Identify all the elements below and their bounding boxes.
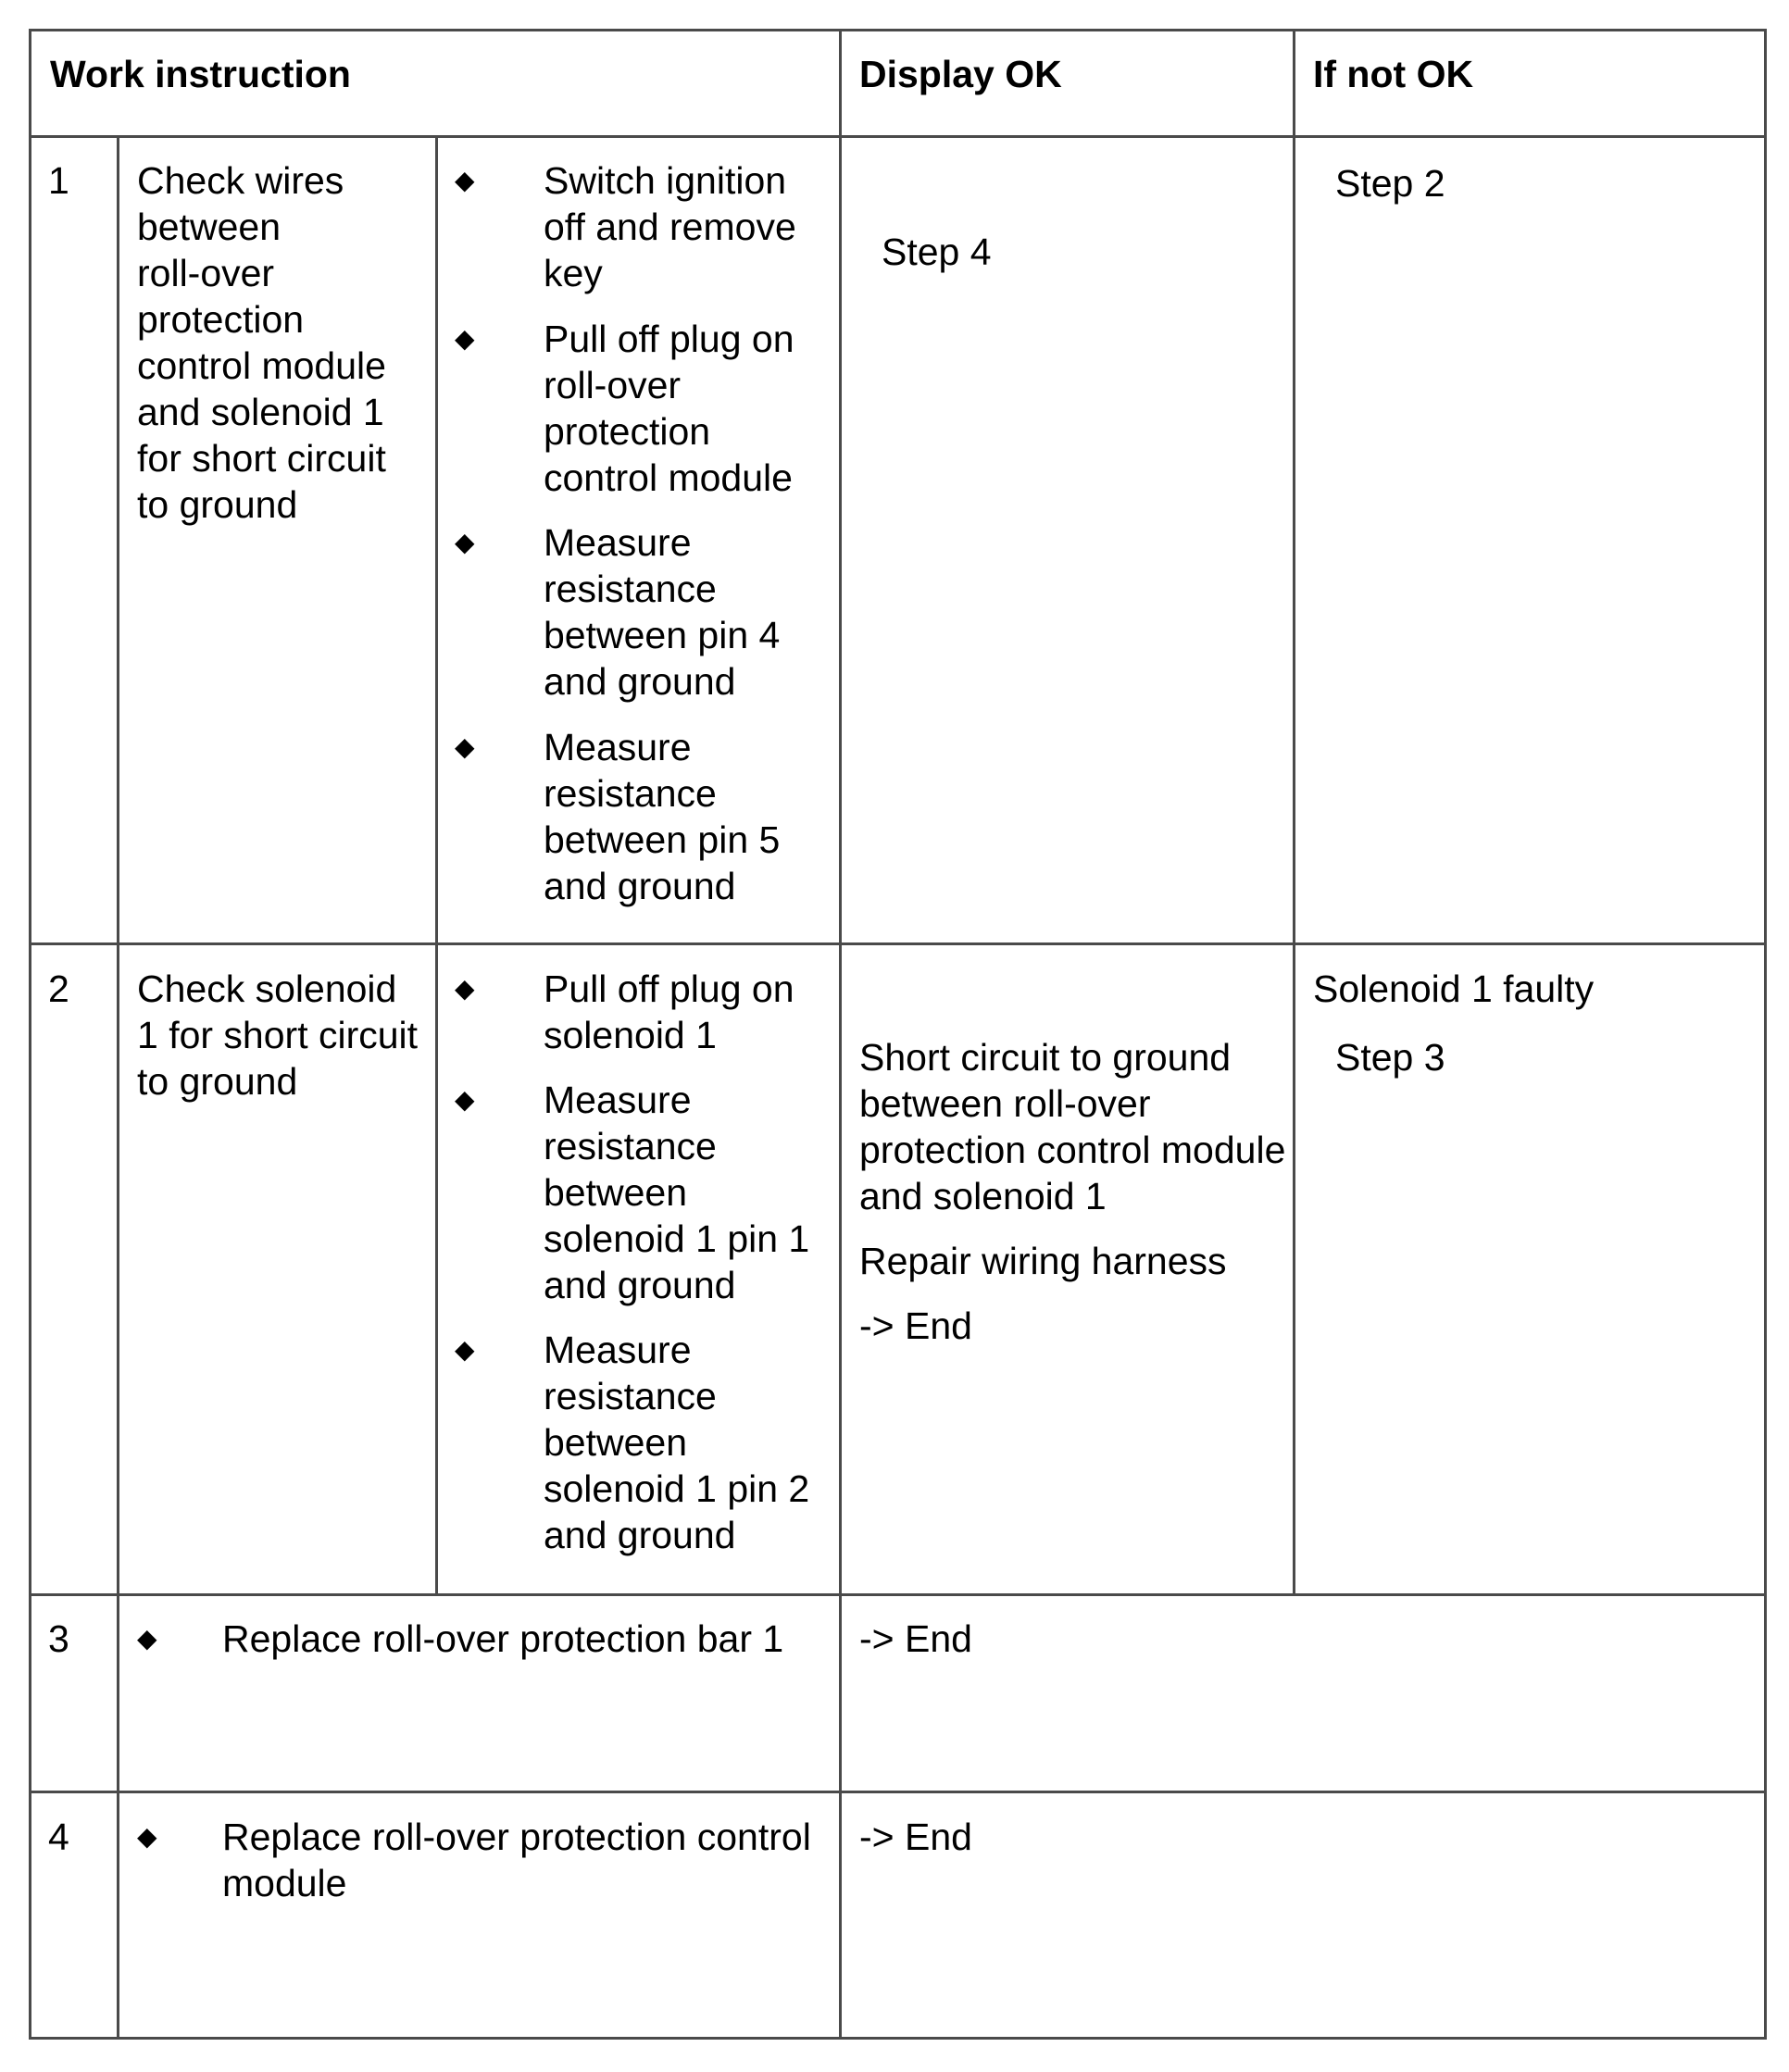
action-text-line: between xyxy=(544,1421,688,1464)
check-text-line: between xyxy=(137,206,281,248)
col-divider-notok xyxy=(1293,29,1295,1593)
header-work-instruction: Work instruction xyxy=(50,53,351,95)
action-text-line: resistance xyxy=(544,1375,717,1417)
if-not-ok-text: Solenoid 1 faulty xyxy=(1313,967,1595,1010)
action-text-line: key xyxy=(544,252,603,294)
bullet-diamond-icon: ◆ xyxy=(455,166,475,194)
display-ok-text: protection control module xyxy=(859,1129,1286,1171)
step-number: 1 xyxy=(48,159,69,202)
bullet-diamond-icon: ◆ xyxy=(455,732,475,761)
display-ok-text: and solenoid 1 xyxy=(859,1175,1107,1217)
action-text-line: Measure xyxy=(544,726,692,768)
bullet-diamond-icon: ◆ xyxy=(455,1085,475,1114)
header-display-ok: Display OK xyxy=(859,53,1062,95)
action-text-line: and ground xyxy=(544,1264,736,1306)
col-divider-display xyxy=(839,29,842,2040)
action-text-line: solenoid 1 xyxy=(544,1014,717,1056)
check-text-line: to ground xyxy=(137,483,298,526)
action-text-line: between xyxy=(544,1171,688,1214)
bullet-diamond-icon: ◆ xyxy=(455,528,475,556)
action-text-line: protection xyxy=(544,410,711,453)
action-text-line: Pull off plug on xyxy=(544,967,794,1010)
action-text-line: Measure xyxy=(544,521,692,564)
check-text-line: protection xyxy=(137,298,305,341)
action-text-line: resistance xyxy=(544,1125,717,1167)
step-number: 3 xyxy=(48,1617,69,1660)
action-text-line: Measure xyxy=(544,1079,692,1121)
check-text-line: and solenoid 1 xyxy=(137,391,384,433)
display-ok-text: between roll-over xyxy=(859,1082,1151,1125)
step-number: 4 xyxy=(48,1816,69,1858)
table-border-bottom xyxy=(29,2037,1767,2040)
row-divider-1 xyxy=(29,942,1767,945)
bullet-diamond-icon: ◆ xyxy=(137,1822,157,1851)
action-text-line: and ground xyxy=(544,1514,736,1556)
bullet-diamond-icon: ◆ xyxy=(455,1335,475,1364)
action-text-line: Measure xyxy=(544,1329,692,1371)
row-divider-3 xyxy=(29,1791,1767,1793)
action-text-line: roll-over xyxy=(544,364,682,406)
check-text-line: control module xyxy=(137,344,386,387)
if-not-ok-text: Step 2 xyxy=(1335,162,1445,205)
if-not-ok-text: Step 3 xyxy=(1335,1036,1445,1079)
step-number: 2 xyxy=(48,967,69,1010)
action-text-line: control module xyxy=(544,456,793,499)
col-divider-check xyxy=(435,135,438,1593)
bullet-diamond-icon: ◆ xyxy=(455,324,475,353)
bullet-diamond-icon: ◆ xyxy=(137,1624,157,1653)
display-ok-text: -> End xyxy=(859,1304,972,1347)
display-ok-text: Short circuit to ground xyxy=(859,1036,1232,1079)
action-text-line: solenoid 1 pin 2 xyxy=(544,1467,810,1510)
bullet-diamond-icon: ◆ xyxy=(455,974,475,1003)
action-text-line: Pull off plug on xyxy=(544,318,794,360)
action-text-line: between pin 4 xyxy=(544,614,781,656)
action-text-line: off and remove xyxy=(544,206,796,248)
action-text-line: resistance xyxy=(544,772,717,815)
action-text-line: Replace roll-over protection bar 1 xyxy=(222,1617,784,1660)
action-text-line: between pin 5 xyxy=(544,818,781,861)
action-text-line: resistance xyxy=(544,568,717,610)
check-text-line: to ground xyxy=(137,1060,298,1103)
check-text-line: Check solenoid xyxy=(137,967,397,1010)
header-if-not-ok: If not OK xyxy=(1313,53,1474,95)
display-ok-text: Step 4 xyxy=(882,231,992,273)
display-ok-text: Repair wiring harness xyxy=(859,1240,1227,1282)
action-text-line: Switch ignition xyxy=(544,159,787,202)
display-ok-text: -> End xyxy=(859,1617,972,1660)
table-border-left xyxy=(29,29,31,2040)
header-divider xyxy=(29,135,1767,138)
row-divider-2 xyxy=(29,1593,1767,1596)
col-divider-step xyxy=(117,135,119,2040)
table-border-right xyxy=(1764,29,1767,2040)
check-text-line: roll-over xyxy=(137,252,275,294)
action-text-line: module xyxy=(222,1862,347,1904)
action-text-line: solenoid 1 pin 1 xyxy=(544,1217,810,1260)
check-text-line: Check wires xyxy=(137,159,344,202)
action-text-line: and ground xyxy=(544,660,736,703)
action-text-line: and ground xyxy=(544,865,736,907)
action-text-line: Replace roll-over protection control xyxy=(222,1816,811,1858)
display-ok-text: -> End xyxy=(859,1816,972,1858)
table-border-top xyxy=(29,29,1767,31)
check-text-line: for short circuit xyxy=(137,437,386,480)
check-text-line: 1 for short circuit xyxy=(137,1014,419,1056)
